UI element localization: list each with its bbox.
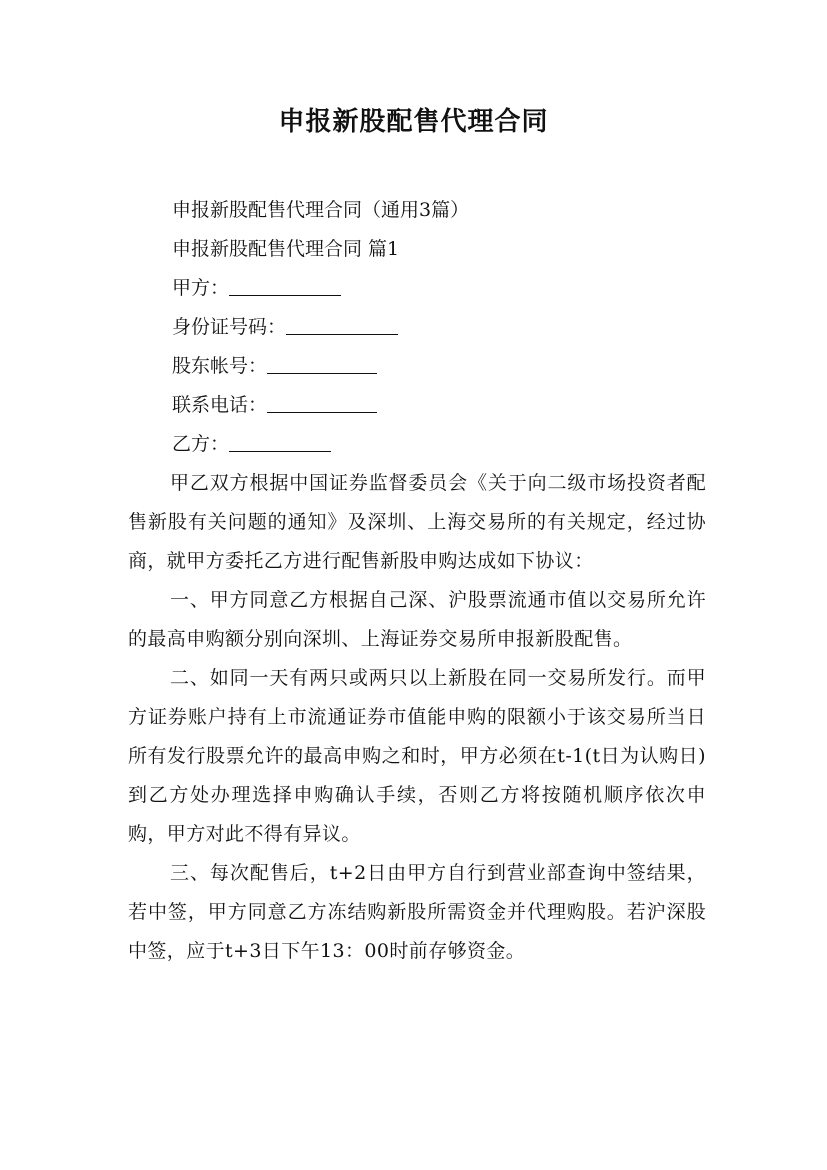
party-a-label: 甲方： [172,277,230,299]
shareholder-account-field [128,347,718,386]
party-b-field [128,425,718,464]
id-number-label: 身份证号码： [172,316,287,338]
party-b-blank [229,429,331,452]
document-body [128,191,718,971]
paragraph-clause-1: 一、甲方同意乙方根据自己深、沪股票流通市值以交易所允许的最高申购额分别向深圳、上海证券交易所申报新股配售。 [128,589,706,650]
paragraph-intro: 甲乙双方根据中国证券监督委员会《关于向二级市场投资者配售新股有关问题的通知》及深圳、上海交易所的有关规定，经过协商，就甲方委托乙方进行配售新股申购达成如下协议： [128,472,706,572]
section-heading: 申报新股配售代理合同 篇1 [172,238,400,260]
party-a-blank [229,273,341,296]
paragraph-clause-3: 三、每次配售后，t+2日由甲方自行到营业部查询中签结果，若中签，甲方同意乙方冻结购新股所需资金并代理购股。若沪深股中签，应于t+3日下午13：00时前存够资金。 [128,862,706,962]
shareholder-account-blank [267,351,377,374]
id-number-blank [286,312,398,335]
paragraph-clause-2: 二、如同一天有两只或两只以上新股在同一交易所发行。而甲方证券账户持有上市流通证券市值能申购的限额小于该交易所当日所有发行股票允许的最高申购之和时，甲方必须在t-1(t日为认购日)到乙方处办理选择申购确认手续，否则乙方将按随机顺序依次申购，甲方对此不得有异议。 [128,667,706,845]
shareholder-account-label: 股东帐号： [172,355,268,377]
id-number-field [128,308,718,347]
document-subtitle: 申报新股配售代理合同（通用3篇） [172,199,470,221]
document-title: 申报新股配售代理合同 [278,107,549,137]
party-a-field [128,269,718,308]
phone-field [128,386,718,425]
phone-label: 联系电话： [172,394,268,416]
party-b-label: 乙方： [172,433,230,455]
phone-blank [267,390,377,413]
